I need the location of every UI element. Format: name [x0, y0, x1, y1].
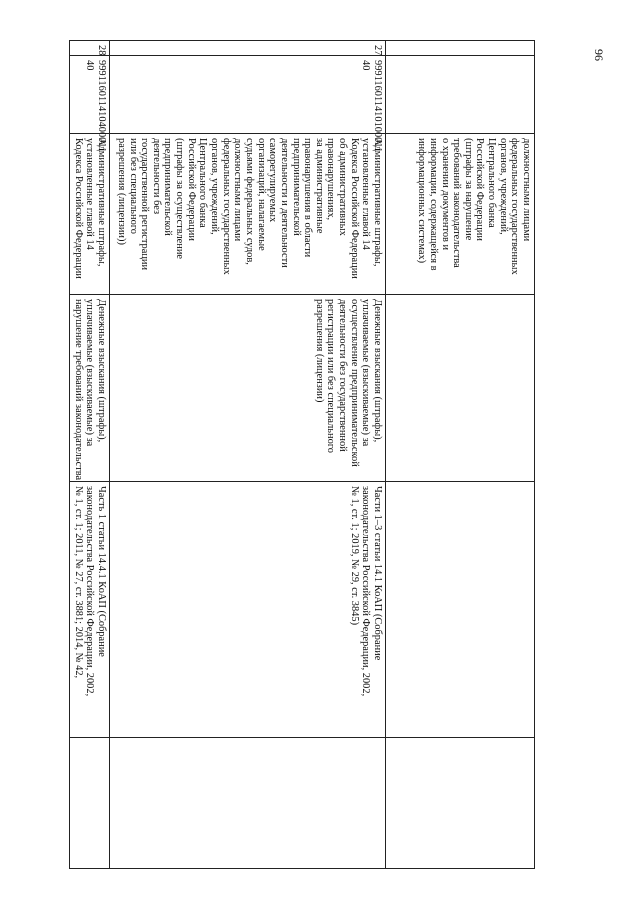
text-line: информации, содержащейся в — [427, 138, 439, 271]
rotated-page-content — [72, 40, 535, 868]
text-line: должностными лицами — [521, 138, 532, 242]
text-line: деятельности и деятельности — [278, 138, 290, 268]
text-line: за административные — [313, 138, 325, 234]
text-line: Российской Федерации — [474, 138, 486, 241]
blank-cell — [110, 738, 386, 869]
text-line: правонарушениях, — [325, 138, 337, 221]
budget-code-table — [69, 40, 535, 869]
text-line: законодательства Российской Федерации, 2002, — [84, 486, 96, 697]
table-row — [70, 41, 110, 869]
text-line: должностными лицами — [232, 138, 244, 242]
text-line: организаций, налагаемые — [255, 138, 267, 251]
legal-basis-cell — [110, 482, 386, 738]
text-line: осуществление предпринимательской — [348, 299, 360, 467]
text-line: предпринимательской — [162, 138, 174, 236]
text-line: нарушение требований законодательства — [72, 299, 84, 481]
text-line: (штрафы за нарушение — [462, 138, 474, 241]
text-line: саморегулируемых — [267, 138, 279, 223]
text-line: Денежные взыскания (штрафы), — [96, 299, 107, 443]
text-line: правонарушения в области — [302, 138, 314, 258]
text-line: Денежные взыскания (штрафы), — [372, 299, 383, 443]
text-line: установленные главой 14 — [360, 138, 372, 250]
text-line: предпринимательской — [290, 138, 302, 236]
text-line: государственной регистрации — [139, 138, 151, 271]
text-line: о хранении документов и — [439, 138, 451, 251]
text-line: разрешения (лицензии) — [313, 299, 325, 403]
classification-code: 999116011410400011 40 — [70, 56, 110, 134]
text-line: уплачиваемые (взыскиваемые) за — [360, 299, 372, 447]
text-line: (штрафы за осуществление — [174, 138, 186, 260]
row-number — [386, 41, 535, 56]
blank-cell — [386, 738, 535, 869]
text-line: Административные штрафы, — [96, 138, 107, 267]
page-number: 96 — [592, 49, 606, 61]
text-line: информационных системах) — [416, 138, 428, 264]
text-line: требований законодательства — [451, 138, 463, 268]
text-line: Часть 1 статьи 14.4.1 КоАП (Собрание — [96, 486, 107, 657]
text-line: об административных — [337, 138, 349, 236]
text-line: разрешения (лицензии)) — [115, 138, 127, 245]
code-name-cell — [70, 134, 110, 295]
text-line: установленные главой 14 — [84, 138, 96, 250]
text-line: деятельности без — [150, 138, 162, 215]
text-line: федеральных государственных — [220, 138, 232, 275]
text-line: № 1, ст. 1; 2019, № 29, ст. 3845) — [348, 486, 360, 626]
text-line: Центрального банка — [197, 138, 209, 228]
classification-code — [386, 56, 535, 134]
legal-basis-cell — [386, 482, 535, 738]
text-line: законодательства Российской Федерации, 2002, — [360, 486, 372, 697]
text-line: уплачиваемые (взыскиваемые) за — [84, 299, 96, 447]
code-name-cell — [386, 134, 535, 295]
text-line: Административные штрафы, — [372, 138, 383, 267]
code-name-cell — [110, 134, 386, 295]
text-line: Центрального банка — [486, 138, 498, 228]
text-line: федеральных государственных — [509, 138, 521, 275]
text-line: Части 1–3 статьи 14.1 КоАП (Собрание — [372, 486, 383, 661]
text-line: деятельности без государственной — [337, 299, 349, 452]
text-line: № 1, ст. 1; 2011, № 27, ст. 3881; 2014, № 42, — [72, 486, 84, 679]
text-line: органов, учреждений, — [209, 138, 221, 235]
text-line: или без специального — [127, 138, 139, 234]
blank-cell — [70, 738, 110, 869]
table-row — [386, 41, 535, 869]
income-type-cell — [70, 295, 110, 482]
income-type-cell — [386, 295, 535, 482]
income-type-cell — [110, 295, 386, 482]
text-line: судьями федеральных судов, — [243, 138, 255, 265]
table-row — [110, 41, 386, 869]
row-number: 28 — [70, 41, 110, 56]
legal-basis-cell — [70, 482, 110, 738]
text-line: Кодекса Российской Федерации — [72, 138, 84, 279]
classification-code: 999116011410100011 40 — [110, 56, 386, 134]
row-number: 27 — [110, 41, 386, 56]
text-line: регистрации или без специального — [325, 299, 337, 453]
text-line: органов, учреждений, — [497, 138, 509, 235]
text-line: Кодекса Российской Федерации — [348, 138, 360, 279]
text-line: Российской Федерации — [185, 138, 197, 241]
